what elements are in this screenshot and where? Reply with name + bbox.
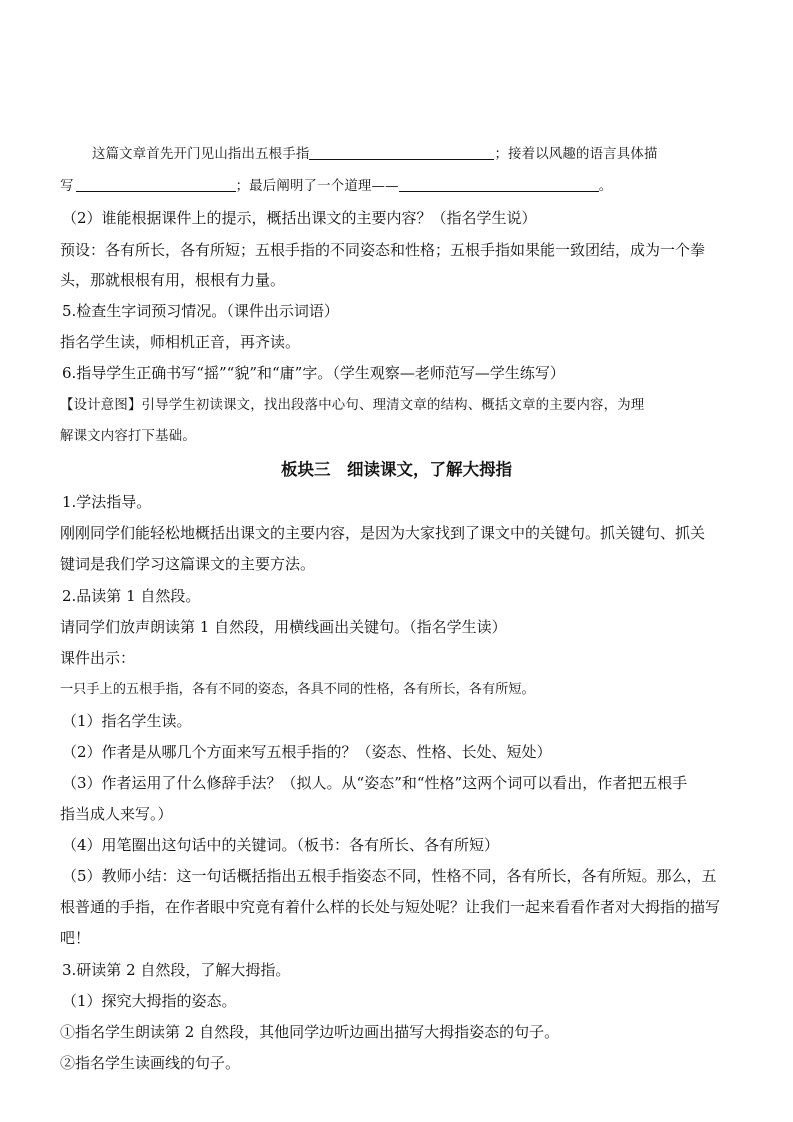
fill-in-line-2 (60, 177, 759, 197)
design-intent-line-2: 解课文内容打下基础。 (60, 429, 196, 444)
step-3-item-b: ②指名学生读画线的句子。 (60, 1054, 241, 1072)
step-1-heading: 1.学法指导。 (62, 493, 152, 511)
point-5-line-1: （5）教师小结：这一句话概括指出五根手指姿态不同，性格不同，各有所长，各有所短。那么，五 (62, 867, 717, 885)
fill-in-text-3: 写 (60, 179, 74, 194)
blank-underline-3 (399, 177, 599, 192)
section-title: 板块三 细读课文，了解大拇指 (281, 460, 512, 479)
step-6: 6.指导学生正确书写“摇”“貌”和“庸”字。（学生观察—老师范写—学生练写） (62, 364, 565, 382)
blank-underline-1 (309, 145, 494, 160)
preset-line-2: 头，那就根根有用，根根有力量。 (60, 271, 286, 289)
step-1-text-2: 键词是我们学习这篇课文的主要方法。 (60, 555, 316, 573)
fill-in-text-5: 。 (598, 179, 613, 194)
fill-in-text-2: ；接着以风趣的语言具体描 (494, 147, 658, 162)
point-2: （2）作者是从哪几个方面来写五根手指的？（姿态、性格、长处、短处） (62, 743, 552, 761)
courseware-label: 课件出示： (60, 649, 136, 667)
step-5-detail: 指名学生读，师相机正音，再齐读。 (60, 333, 301, 351)
step-2-text: 请同学们放声朗读第 1 自然段，用横线画出关键句。（指名学生读） (60, 618, 507, 636)
fill-in-text-1: 这篇文章首先开门见山指出五根手指 (92, 147, 310, 162)
step-3-sub-1: （1）探究大拇指的姿态。 (62, 992, 237, 1010)
point-5-line-3: 吧！ (60, 929, 91, 947)
point-1: （1）指名学生读。 (62, 712, 192, 730)
step-2-heading: 2.品读第 1 自然段。 (62, 587, 201, 605)
fill-in-text-4: ；最后阐明了一个道理—— (235, 179, 399, 194)
point-3-line-1: （3）作者运用了什么修辞手法？（拟人。从“姿态”和“性格”这两个词可以看出，作者把五根手 (62, 774, 688, 792)
step-1-text-1: 刚刚同学们能轻松地概括出课文的主要内容，是因为大家找到了课文中的关键句。抓关键句、抓关 (60, 524, 706, 542)
point-3-line-2: 指当成人来写。） (60, 805, 173, 823)
point-4: （4）用笔圈出这句话中的关键词。（板书：各有所长、各有所短） (62, 836, 500, 854)
fill-in-line-1 (92, 145, 759, 165)
step-3-item-a: ①指名学生朗读第 2 自然段，其他同学边听边画出描写大拇指姿态的句子。 (60, 1023, 560, 1041)
step-3-heading: 3.研读第 2 自然段，了解大拇指。 (62, 961, 291, 979)
design-intent-line-1: 【设计意图】引导学生初读课文，找出段落中心句、理清文章的结构、概括文章的主要内容，为理 (60, 398, 645, 413)
step-5: 5.检查生字词预习情况。（课件出示词语） (62, 302, 339, 320)
question-2: （2）谁能根据课件上的提示，概括出课文的主要内容？（指名学生说） (62, 209, 537, 227)
courseware-quote: 一只手上的五根手指，各有不同的姿态，各具不同的性格，各有所长，各有所短。 (60, 682, 535, 697)
blank-underline-2 (76, 177, 236, 192)
point-5-line-2: 根普通的手指，在作者眼中究竟有着什么样的长处与短处呢？让我们一起来看看作者对大拇指的描写 (60, 898, 721, 916)
preset-line-1: 预设：各有所长，各有所短；五根手指的不同姿态和性格；五根手指如果能一致团结，成为一个拳 (60, 241, 706, 259)
